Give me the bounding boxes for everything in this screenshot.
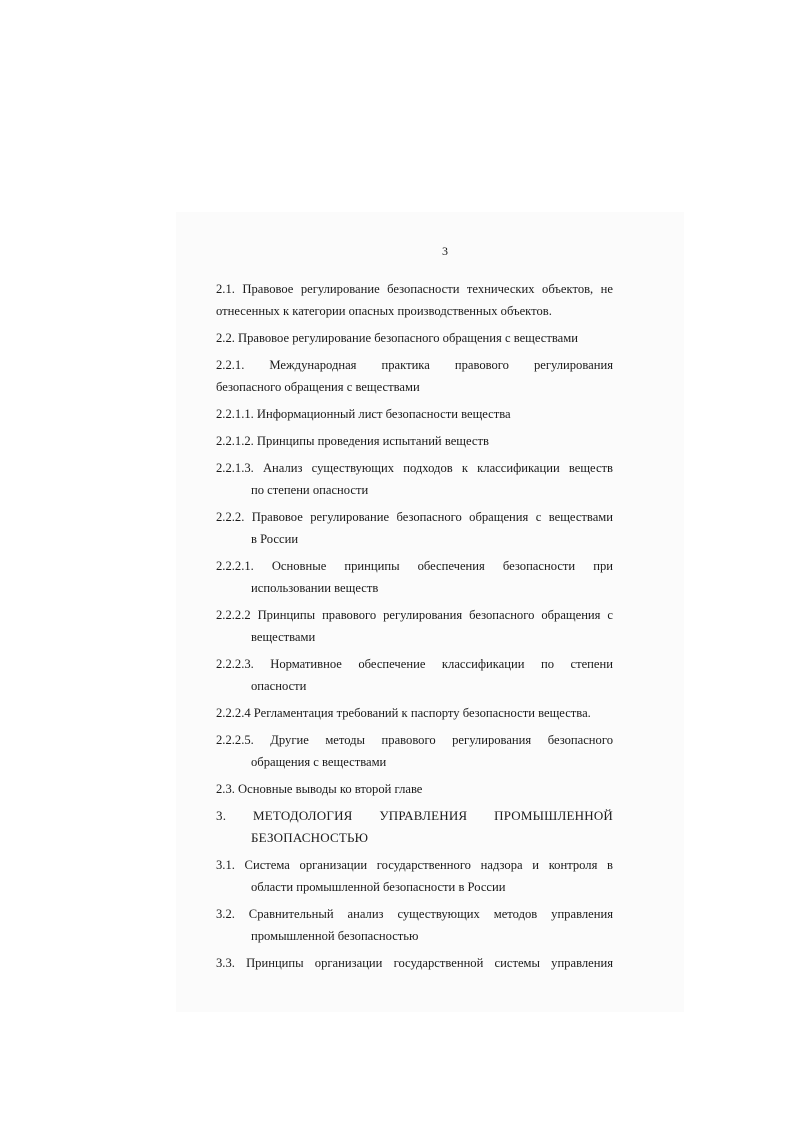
toc-entry-2-2-1 [216, 354, 613, 398]
toc-entry-2-2-2-5 [216, 729, 613, 773]
toc-line: 2.3. Основные выводы ко второй главе [216, 782, 423, 796]
toc-line: безопасного обращения с веществами [216, 380, 420, 394]
toc-line: 2.2.2.3. Нормативное обеспечение классификации по степени [216, 657, 613, 671]
toc-line: 2.2.1.3. Анализ существующих подходов к классификации веществ [216, 461, 613, 475]
table-of-contents [216, 278, 613, 979]
toc-entry-2-2-1-1 [216, 403, 613, 425]
toc-line: 2.2. Правовое регулирование безопасного обращения с веществами [216, 331, 578, 345]
toc-line: 2.2.1. Международная практика правового регулирования [216, 358, 613, 372]
toc-line: 3. МЕТОДОЛОГИЯ УПРАВЛЕНИЯ ПРОМЫШЛЕННОЙ [216, 808, 613, 823]
toc-entry-chapter-3 [216, 805, 613, 849]
toc-entry-2-2-2-3 [216, 653, 613, 697]
toc-entry-2-2-2-4 [216, 702, 613, 724]
toc-line: 3.2. Сравнительный анализ существующих методов управления [216, 907, 613, 921]
toc-entry-2-3 [216, 778, 613, 800]
toc-line: 3.3. Принципы организации государственной системы управления [216, 956, 613, 970]
toc-line: промышленной безопасностью [251, 929, 419, 943]
toc-line: 2.2.1.1. Информационный лист безопасности вещества [216, 407, 511, 421]
toc-entry-2-1 [216, 278, 613, 322]
toc-line: 2.2.2.4 Регламентация требований к паспорту безопасности вещества. [216, 706, 591, 720]
toc-entry-2-2-2 [216, 506, 613, 550]
toc-line: 2.2.1.2. Принципы проведения испытаний веществ [216, 434, 489, 448]
toc-line: отнесенных к категории опасных производственных объектов. [216, 304, 552, 318]
toc-line: опасности [251, 679, 307, 693]
toc-line: 2.1. Правовое регулирование безопасности технических объектов, не [216, 282, 613, 296]
toc-entry-2-2-2-2 [216, 604, 613, 648]
toc-line: в России [251, 532, 299, 546]
toc-line: БЕЗОПАСНОСТЬЮ [251, 830, 369, 845]
toc-line: 2.2.2.1. Основные принципы обеспечения безопасности при [216, 559, 613, 573]
toc-entry-2-2-2-1 [216, 555, 613, 599]
toc-line: области промышленной безопасности в России [251, 880, 506, 894]
toc-line: веществами [251, 630, 316, 644]
toc-line: обращения с веществами [251, 755, 387, 769]
toc-entry-3-3 [216, 952, 613, 974]
toc-line: по степени опасности [251, 483, 369, 497]
toc-entry-3-2 [216, 903, 613, 947]
toc-line: 2.2.2.2 Принципы правового регулирования безопасного обращения с [216, 608, 613, 622]
toc-entry-3-1 [216, 854, 613, 898]
toc-entry-2-2-1-3 [216, 457, 613, 501]
toc-entry-2-2-1-2 [216, 430, 613, 452]
toc-entry-2-2 [216, 327, 613, 349]
toc-line: 2.2.2.5. Другие методы правового регулирования безопасного [216, 733, 613, 747]
toc-line: использовании веществ [251, 581, 379, 595]
page-number: 3 [442, 244, 448, 258]
toc-line: 2.2.2. Правовое регулирование безопасного обращения с веществами [216, 510, 613, 524]
toc-line: 3.1. Система организации государственного надзора и контроля в [216, 858, 613, 872]
